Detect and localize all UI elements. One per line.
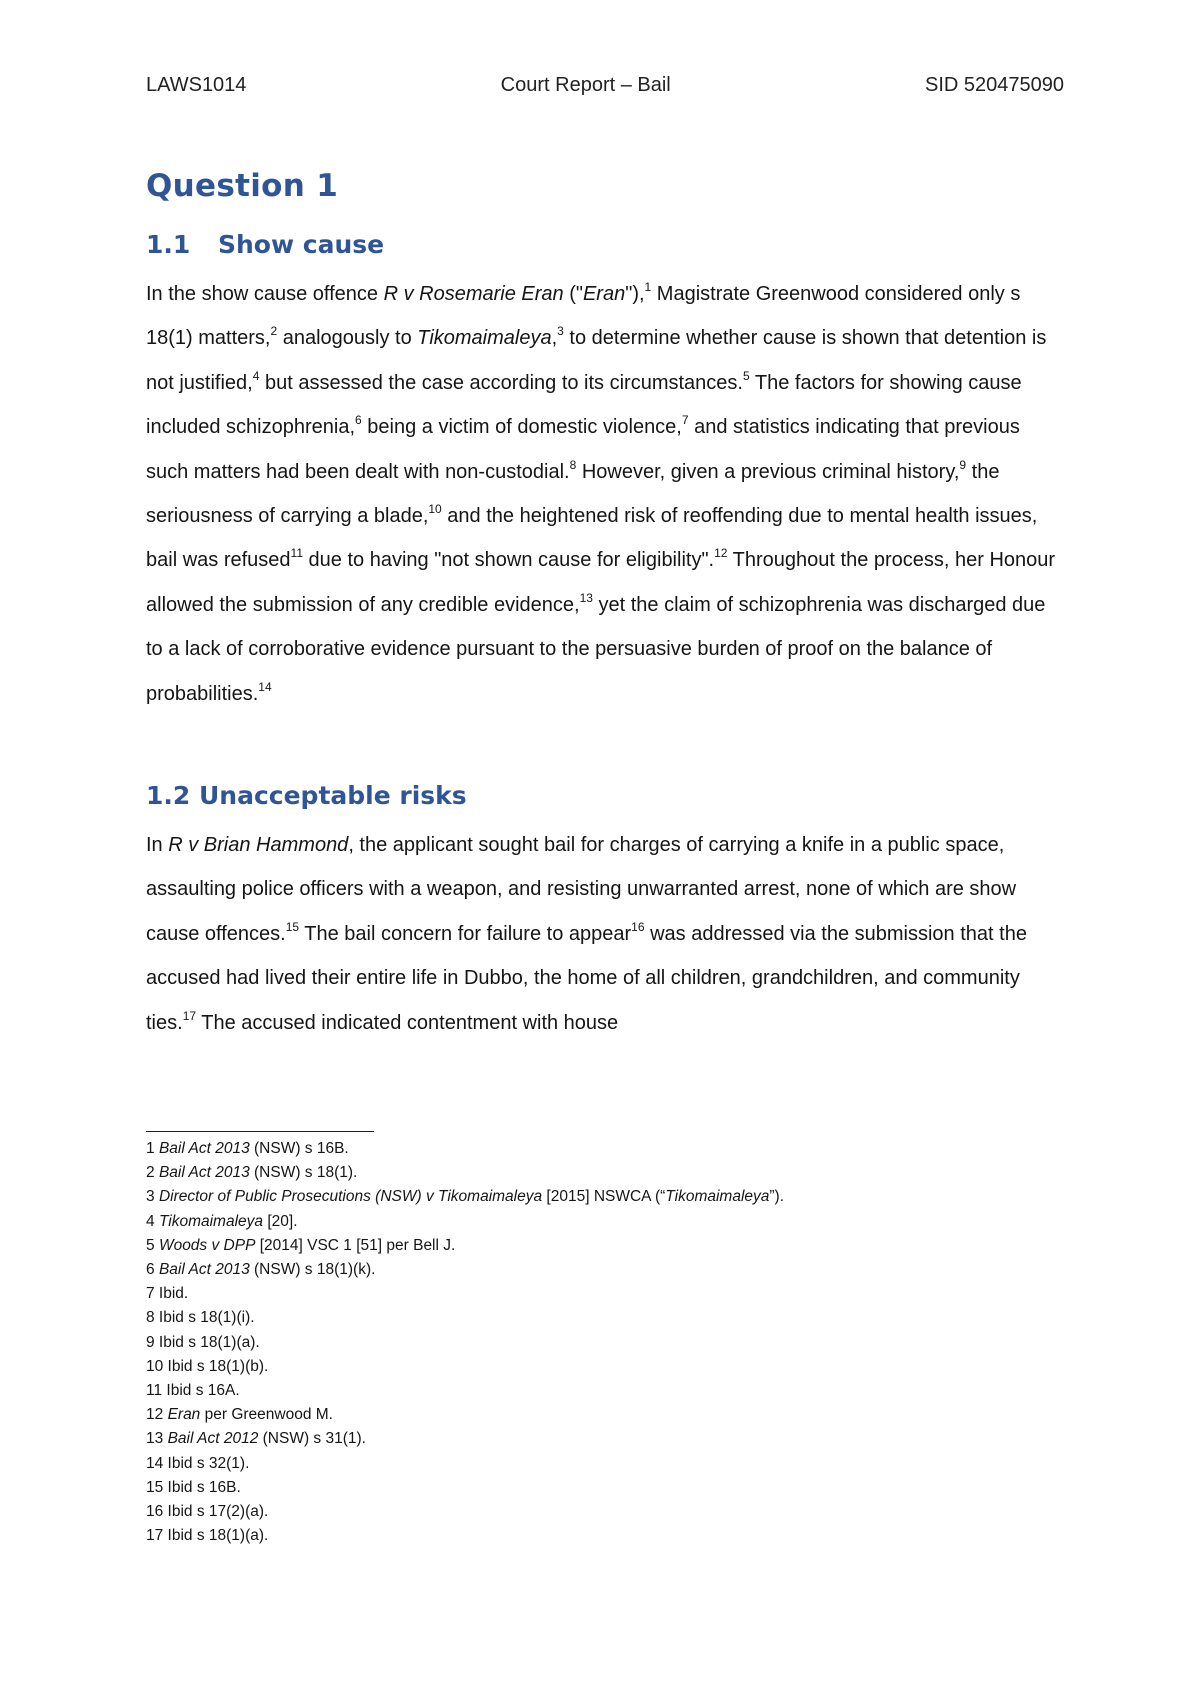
footnote-item: 4 Tikomaimaleya [20]. (146, 1212, 298, 1230)
footnote-item: 8 Ibid s 18(1)(i). (146, 1309, 255, 1327)
section-heading-unacceptable-risks: 1.2 Unacceptable risks (146, 781, 467, 810)
footnote-item: 11 Ibid s 16A. (146, 1382, 240, 1400)
footnote-item: 6 Bail Act 2013 (NSW) s 18(1)(k). (146, 1261, 376, 1279)
page-header (146, 74, 1064, 97)
footnote-ref[interactable]: 12 (714, 546, 728, 561)
footnote-item: 12 Eran per Greenwood M. (146, 1406, 333, 1424)
footnote-ref[interactable]: 13 (579, 590, 593, 605)
footnote-item: 17 Ibid s 18(1)(a). (146, 1527, 269, 1545)
header-course-code: LAWS1014 (146, 74, 247, 96)
footnote-ref[interactable]: 3 (557, 324, 564, 339)
footnote-ref[interactable]: 15 (285, 919, 300, 934)
footnote-ref[interactable]: 9 (959, 457, 967, 472)
footnote-ref[interactable]: 14 (258, 679, 272, 694)
header-student-id: SID 520475090 (924, 74, 1064, 96)
footnote-ref[interactable]: 6 (355, 413, 362, 428)
footnote-item: 2 Bail Act 2013 (NSW) s 18(1). (146, 1164, 358, 1182)
footnote-item: 5 Woods v DPP [2014] VSC 1 [51] per Bell J. (146, 1236, 456, 1254)
paragraph-unacceptable-risks: In R v Brian Hammond, the applicant sought bail for charges of carrying a knife in a public space, assaulting police officers with a weapon, and resisting unwarranted arrest, none of which are show cause offences.$^{15}$ The bail concern for failure to appear$^{16}$ was addressed via the submission that the accused had lived their entire life in Dubbo, the home of all children, grandchildren, and community ties.$^{17}$ The accused indicated contentment with house (146, 834, 1027, 1034)
footnote-ref[interactable]: 1 (644, 280, 652, 294)
footnote-ref[interactable]: 16 (631, 919, 645, 934)
footnote-item: 1 Bail Act 2013 (NSW) s 16B. (146, 1140, 349, 1157)
footnote-ref[interactable]: 2 (270, 324, 278, 339)
section-title: Show cause (218, 230, 385, 259)
footnote-ref[interactable]: 4 (252, 368, 260, 383)
footnote-item: 14 Ibid s 32(1). (146, 1454, 250, 1472)
footnote-item: 7 Ibid. (146, 1285, 189, 1303)
footnote-item: 16 Ibid s 17(2)(a). (146, 1503, 269, 1521)
footnote-item: 13 Bail Act 2012 (NSW) s 31(1). (146, 1430, 366, 1448)
footnote-ref[interactable]: 5 (743, 368, 750, 383)
footnote-item: 15 Ibid s 16B. (146, 1478, 241, 1496)
header-title: Court Report – Bail (500, 74, 671, 96)
footnote-item: 9 Ibid s 18(1)(a). (146, 1333, 260, 1351)
question-heading: Question 1 (146, 168, 339, 204)
footnote-item: 10 Ibid s 18(1)(b). (146, 1357, 269, 1375)
footnote-ref[interactable]: 17 (182, 1008, 197, 1023)
footnotes-list (146, 1137, 1046, 1548)
footnote-ref[interactable]: 10 (428, 502, 442, 517)
footnote-item: 3 Director of Public Prosecutions (NSW) v Tikomaimaleya [2015] NSWCA (“Tikomaimaleya”). (146, 1188, 785, 1206)
footnote-ref[interactable]: 8 (569, 457, 577, 472)
section-heading-show-cause (146, 230, 384, 259)
section-number: 1.1 (146, 230, 191, 259)
footnote-separator (146, 1131, 374, 1132)
footnote-ref[interactable]: 7 (681, 413, 689, 428)
paragraph-show-cause: In the show cause offence R v Rosemarie Eran ("Eran"),$^1$ Magistrate Greenwood considered only s 18(1) matters,$^2$ analogously to Tikomaimaleya,$^3$ to determine whether cause is shown that detention is not justified,$^4$ but assessed the case according to its circumstances.$^5$ The factors for showing cause included schizophrenia,$^6$ being a victim of domestic violence,$^7$ and statistics indicating that previous such matters had been dealt with non-custodial.$^8$ However, given a previous criminal history,$^9$ the seriousness of carrying a blade,$^{10}$ and the heightened risk of reoffending due to mental health issues, bail was refused$^{11}$ due to having "not shown cause for eligibility".$^{12}$ Throughout the process, her Honour allowed the submission of any credible evidence,$^{13}$ yet the claim of schizophrenia was discharged due to a lack of corroborative evidence pursuant to the persuasive burden of proof on the balance of probabilities.$^{14}$ (146, 280, 1056, 705)
footnote-ref[interactable]: 11 (290, 546, 303, 561)
